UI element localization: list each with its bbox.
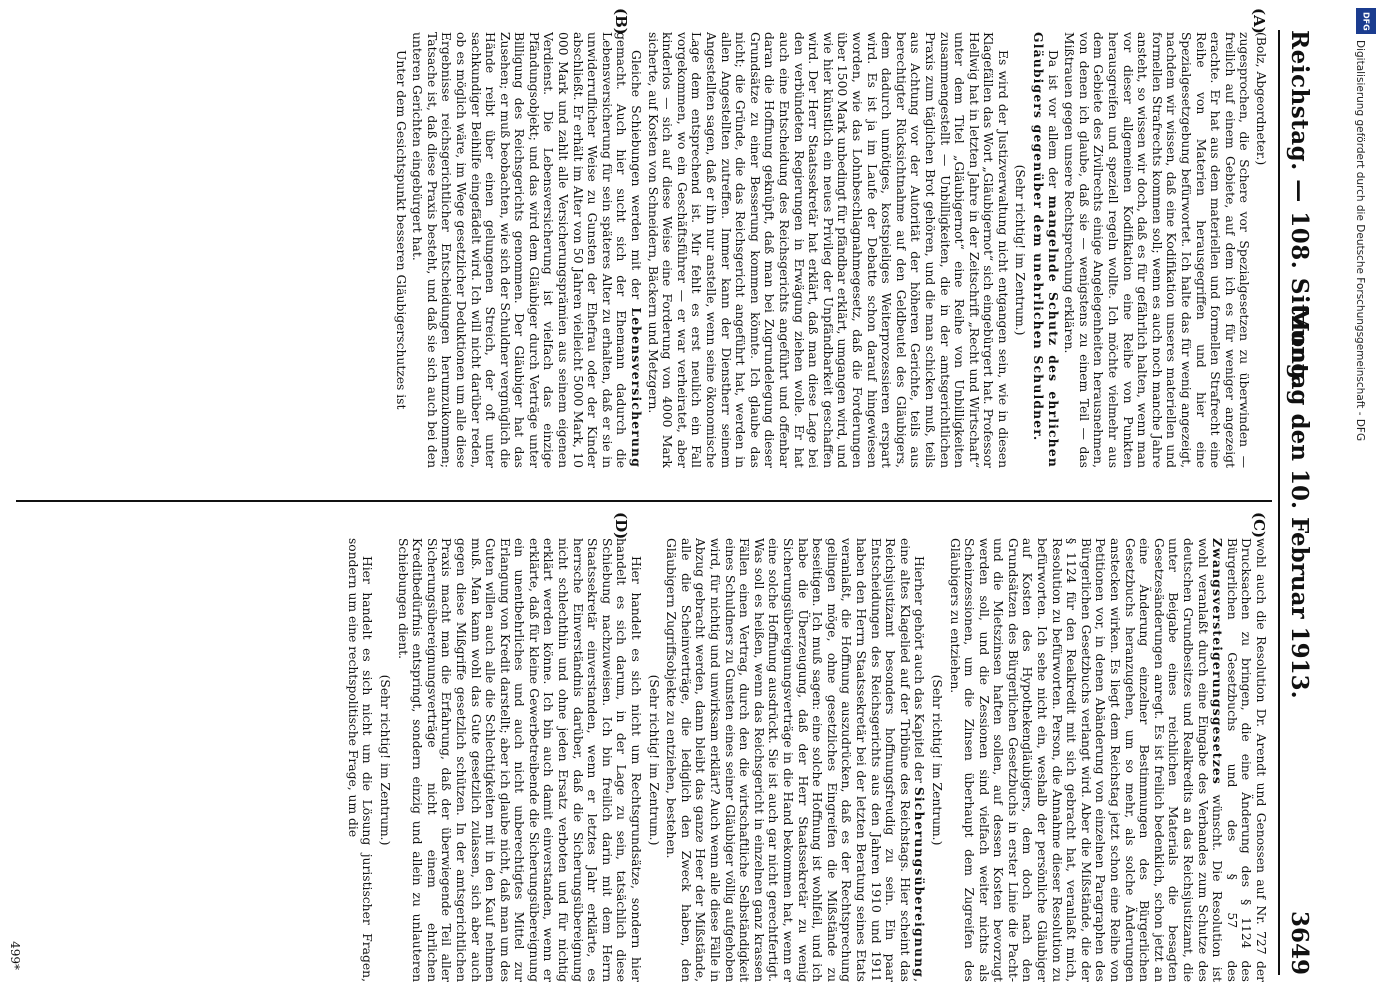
paragraph: Hier handelt es sich nicht um die Lösung juristischer Fragen, sondern um eine rechtspolitische Frage, um die: [345, 538, 375, 982]
digitization-credit: Digitalisierung gefördert durch die Deutsche Forschungsgemeinschaft - DFG: [1354, 40, 1366, 442]
paragraph: wohl auch die Resolution Dr. Arendt und Genossen auf Nr. 727 der Drucksachen zu bringen, die eine Änderung des § 1124 des Bürgerlichen Gesetzbuchs und des § 57 des Zwangsversteigerungsgesetzes wünscht. Die Resolution ist wohl veranlaßt durch eine Eingabe des Verbandes zum Schutze des deutschen Grundbesitzes und Realkredits an das Reichsjustizamt, die unter Beigabe eines reichlichen Materials die besagten Gesetzesänderungen anregt. Es ist freilich bedenklich, schon jetzt an eine Änderung einzelner Bestimmungen des Bürgerlichen Gesetzbuchs heranzugehen, um so mehr, als solche Änderungen anstecken wirken. Es liegt dem Reichstag jetzt schon eine Reihe von Petitionen vor, in denen Abänderung von einzelnen Paragraphen des Bürgerlichen Gesetzbuchs verlangt wird. Aber die Mißstände, die der § 1124 für den Realkredit mit sich gebracht hat, veranlaßt mich, Resolution zu befürworten. Person, die Annahme dieser Resolution zu befürworten. Ich sehe nicht ein, weshalb der persönliche Gläubiger auf Kosten des Hypothekengläubigers, dem doch nach den Grundsätzen des Bürgerlichen Gesetzbuchs in erster Linie die Pacht- und die Mietszinsen haften sollen, auf dessen Kosten bevorzugt werden soll, und die Zessionen sind vielfach weiter nichts als Scheinzessionen, um die Zinsen überhaupt dem Zugreifen des Gläubigers zu entziehen.: [947, 538, 1268, 982]
margin-mark-b: (B): [612, 8, 630, 35]
header-page-number: 3649: [1286, 910, 1313, 975]
emphasis-text: Zwangsversteigerungsgesetzes: [1210, 538, 1226, 786]
emphasis-text: mangelnde Schutz des ehrlichen Gläubigers gegenüber dem unehrlichen Schuldner.: [1031, 32, 1061, 468]
margin-mark-d: (D): [612, 512, 630, 540]
newspaper-page: [10, 0, 1330, 1000]
paragraph: Hier handelt es sich nicht um Rechtsgrundsätze, sondern hier handelt es sich darum, in der Lage zu sein, tatsächlich diese Schiebung nachzuweisen. Ich bin freilich darin mit dem Herrn Staatssekretär einverstanden, wenn er letztes Jahr erklärte, es herrsche Einverständnis darüber, daß die Sicherungsübereignung nicht schlechthin und ohne jeden Ersatz verboten und für nichtig erklärt werden könne. Ich bin auch damit einverstanden, wenn er erklärte, daß für kleine Gewerbetreibende die Sicherungsübereignung ein unentbehrliches und auch nicht unberechtigtes Mittel zur Erlangung von Kredit darstellt; aber ich glaube nicht, daß man um des Guten willen auch alle die Schlechtigkeiten mit in den Kauf nehmen muß. Man kann wohl das Gute gesetzlich zulassen, sich aber auch gegen diese Mißgriffe gesetzlich schützen. In der amtsgerichtlichen Praxis macht man die Erfahrung, daß der überwiegende Teil aller Sicherungsübereignungsverträge nicht einem ehrlichen Kreditbedürfnis entspringt, sondern einzig und allein zu unlauteren Schiebungen dient.: [395, 538, 644, 982]
page-header: [1278, 30, 1326, 975]
emphasis-text: Lebensversicherung: [629, 307, 645, 468]
margin-mark-c: (C): [1250, 512, 1268, 539]
interjection: (Sehr richtig! im Zentrum.): [929, 674, 944, 846]
paragraph: Es wird der Justizverwaltung nicht entgangen sein, wie in diesen Klagefällen das Wort „Gläubigernot“ sich eingebürgert hat. Professor Hellwig hat in letzten Jahre in der Zeitschrift „Recht und Wirtschaft“ unter dem Titel „Gläubigernot“ eine Reihe von Unbilligkeiten zusammengestellt — Unbilligkeiten, die in der amtsgerichtlichen Praxis zum täglichen Brot gehören, und die man schicken muß, teils aus Achtung vor der Autorität der höheren Gerichte, teils aus berechtigter Rücksichtnahme auf den Geldbeutel des Gläubigers, dem dadurch unnötiges, kostspieliges Weiterprozessieren erspart wird. Es ist ja im Laufe der Debatte schon darauf hingewiesen worden, wie das Lohnbeschlagnahmegesetz, daß die Forderungen über 1500 Mark unbedingt für pfändbar erklärt, umgangen wird, und wie hier künstlich ein neues Privileg der Unpfändbarkeit geschaffen wird. Der Herr Staatssekretär hat erklärt, daß man diese Lage bei den verbündeten Regierungen in Erwägung ziehen wolle. Er hat auch eine Entscheidung des Reichsgerichts angeführt und offenbar daran die Hoffnung geknüpft, daß man bei Zugrundelegung dieser Grundsätze zu einer Besserung kommen könnte. Ich glaube das nicht; die Gründe, die das Reichsgericht angeführt hat, werden in allen Angestellten zutreffen. Immer kann der Dienstherr seinem Angestellten sagen, daß er ihn nur anstelle, wenn seine ökonomische Lage dem entsprechend ist. Mir fehlt es erst neulich ein Fall vorgekommen, wo ein Geschäftsführer — er war verheiratet, aber kinderlos — sich auf diese Weise eine Forderung von 4000 Mark sicherte, auf Kosten von Schneidern, Bäckern und Metzgern.: [645, 32, 1010, 468]
emphasis-text: Sicherungsübereignung: [912, 786, 928, 979]
paragraph: Hierher gehört auch das Kapitel der Sicherungsübereignung, eine altes Klagelied auf der Tribüne des Reichstags. Hier scheint das Reichsjustizamt besonders hoffnungsfreudig zu sein. Ein paar Entscheidungen des Reichsgerichts aus den Jahren 1910 und 1911 haben den Herrn Staatssekretär bei der letzten Beratung seines Etats veranlaßt, die Hoffnung auszudrücken, daß es der Rechtsprechung gelingen möge, ohne gesetzliches Eingreifen die Mißstände zu beseitigen. Ich muß sagen: eine solche Hoffnung ist wohlfeil, und ich habe die Überzeugung, daß der Herr Staatssekretär zu wenig Sicherungsübereignungsverträge in die Hand bekommen hat, wenn er eine solche Hoffnung ausdrückt. Sie ist auch gar nicht gerechtfertigt. Was soll es heißen, wenn das Reichsgericht in einzelnen ganz krassen Fällen einen Vertrag, durch den die wirtschaftliche Selbständigkeit eines Schuldners zu Gunsten eines seiner Gläubiger völlig aufgehoben wird, für nichtig und unwirksam erklärt? Auch wenn alle diese Fälle in Abzug gebracht werden, dann bleibt das ganze Heer der Mißstände, alle die Scheinverträge, die lediglich den Zweck haben, den Gläubigern Zugriffsobjekte zu entziehen, bestehen.: [664, 538, 928, 982]
dfg-logo: DFG: [1356, 8, 1376, 34]
column-divider: [16, 500, 1272, 502]
paragraph: Da ist vor allem der mangelnde Schutz des ehrlichen Gläubigers gegenüber dem unehrlichen Schuldner.: [1031, 32, 1061, 468]
speaker-intro: (Bolz, Abgeordneter.): [1254, 32, 1268, 166]
interjection: (Sehr richtig! im Zentrum.): [1013, 164, 1028, 336]
paragraph: zugesprochen, die Schere vor Spezialgesetzen zu überwinden — freilich auf einem Gebiete, auf dem ich es für weniger angezeigt erachte. Er hat aus dem materiellen und formellen Strafrecht eine Reihe von Materien herausgegriffen und hier eine Spezialgesetzgebung befürwortet. Ich halte das für wenig angezeigt, nachdem wir wissen, daß eine Kodifikation unseres materiellen und formellen Strafrechts kommen soll; wenn es auch noch manche Jahre ansteht, so wissen wir doch, daß es für gefährlich halten, wenn man vor dieser allgemeinen Kodifikation eine Reihe von Punkten herausgreifen und speziell regeln wollte. Ich möchte vielmehr aus dem Gebiete des Zivilrechts einige Angelegenheiten herausnehmen, von denen ich glaube, daß sie — wenigstens zu einem Teil — das Mißtrauen gegen unsere Rechtsprechung erklären.: [1062, 32, 1252, 468]
margin-mark-a: (A): [1250, 8, 1268, 34]
paragraph: Gleiche Schiebungen werden mit der Lebensversicherung gemacht. Auch hier sucht sich der Ehemann dadurch die Lebensversicherung für sein späteres Alter zu erhalten, daß er sie in unwiderruflicher Weise zu Gunsten der Ehefrau oder der Kinder abschließt. Er erhält im Alter von 50 Jahren vielleicht 5000 Mark, 10 000 Mark und zahlt alle Versicherungsprämien aus seinem eigenen Verdienst. Die Lebensversicherung ist vielfach das einzige Pfändungsobjekt; und das wird dem Gläubiger durch Verträge unter Billigung des Reichsgerichts genommen. Der Gläubiger hat das Zusehen; er muß beobachten, wie sich der Schuldner vergnüglich die Hände reibt über einen gelungenen Streich, der oft unter sachkundiger Beihilfe eingefädelt wird. Ich will nicht darüber reden, ob es möglich wäre, im Wege gesetzlicher Deduktionen um alle diese Ergebnisse reichsgerichtlicher Entscheidungen herumzukommen; Tatsache ist, daß diese Praxis besteht, und daß sie sich auch bei den unteren Gerichten eingebürgert hat.: [410, 32, 645, 468]
header-date: Montag den 10. Februar 1913.: [1286, 306, 1313, 699]
paragraph: Unter dem Gesichtspunkt besseren Gläubigerschutzes ist: [393, 50, 408, 410]
right-column: [24, 538, 1268, 982]
left-column: [24, 32, 1268, 468]
header-session: Reichstag. — 108. Sitzung.: [1286, 30, 1313, 389]
page-mark: 499*: [8, 941, 22, 970]
interjection: (Sehr richtig! im Zentrum.): [377, 674, 392, 846]
interjection: (Sehr richtig! im Zentrum.): [646, 674, 661, 846]
